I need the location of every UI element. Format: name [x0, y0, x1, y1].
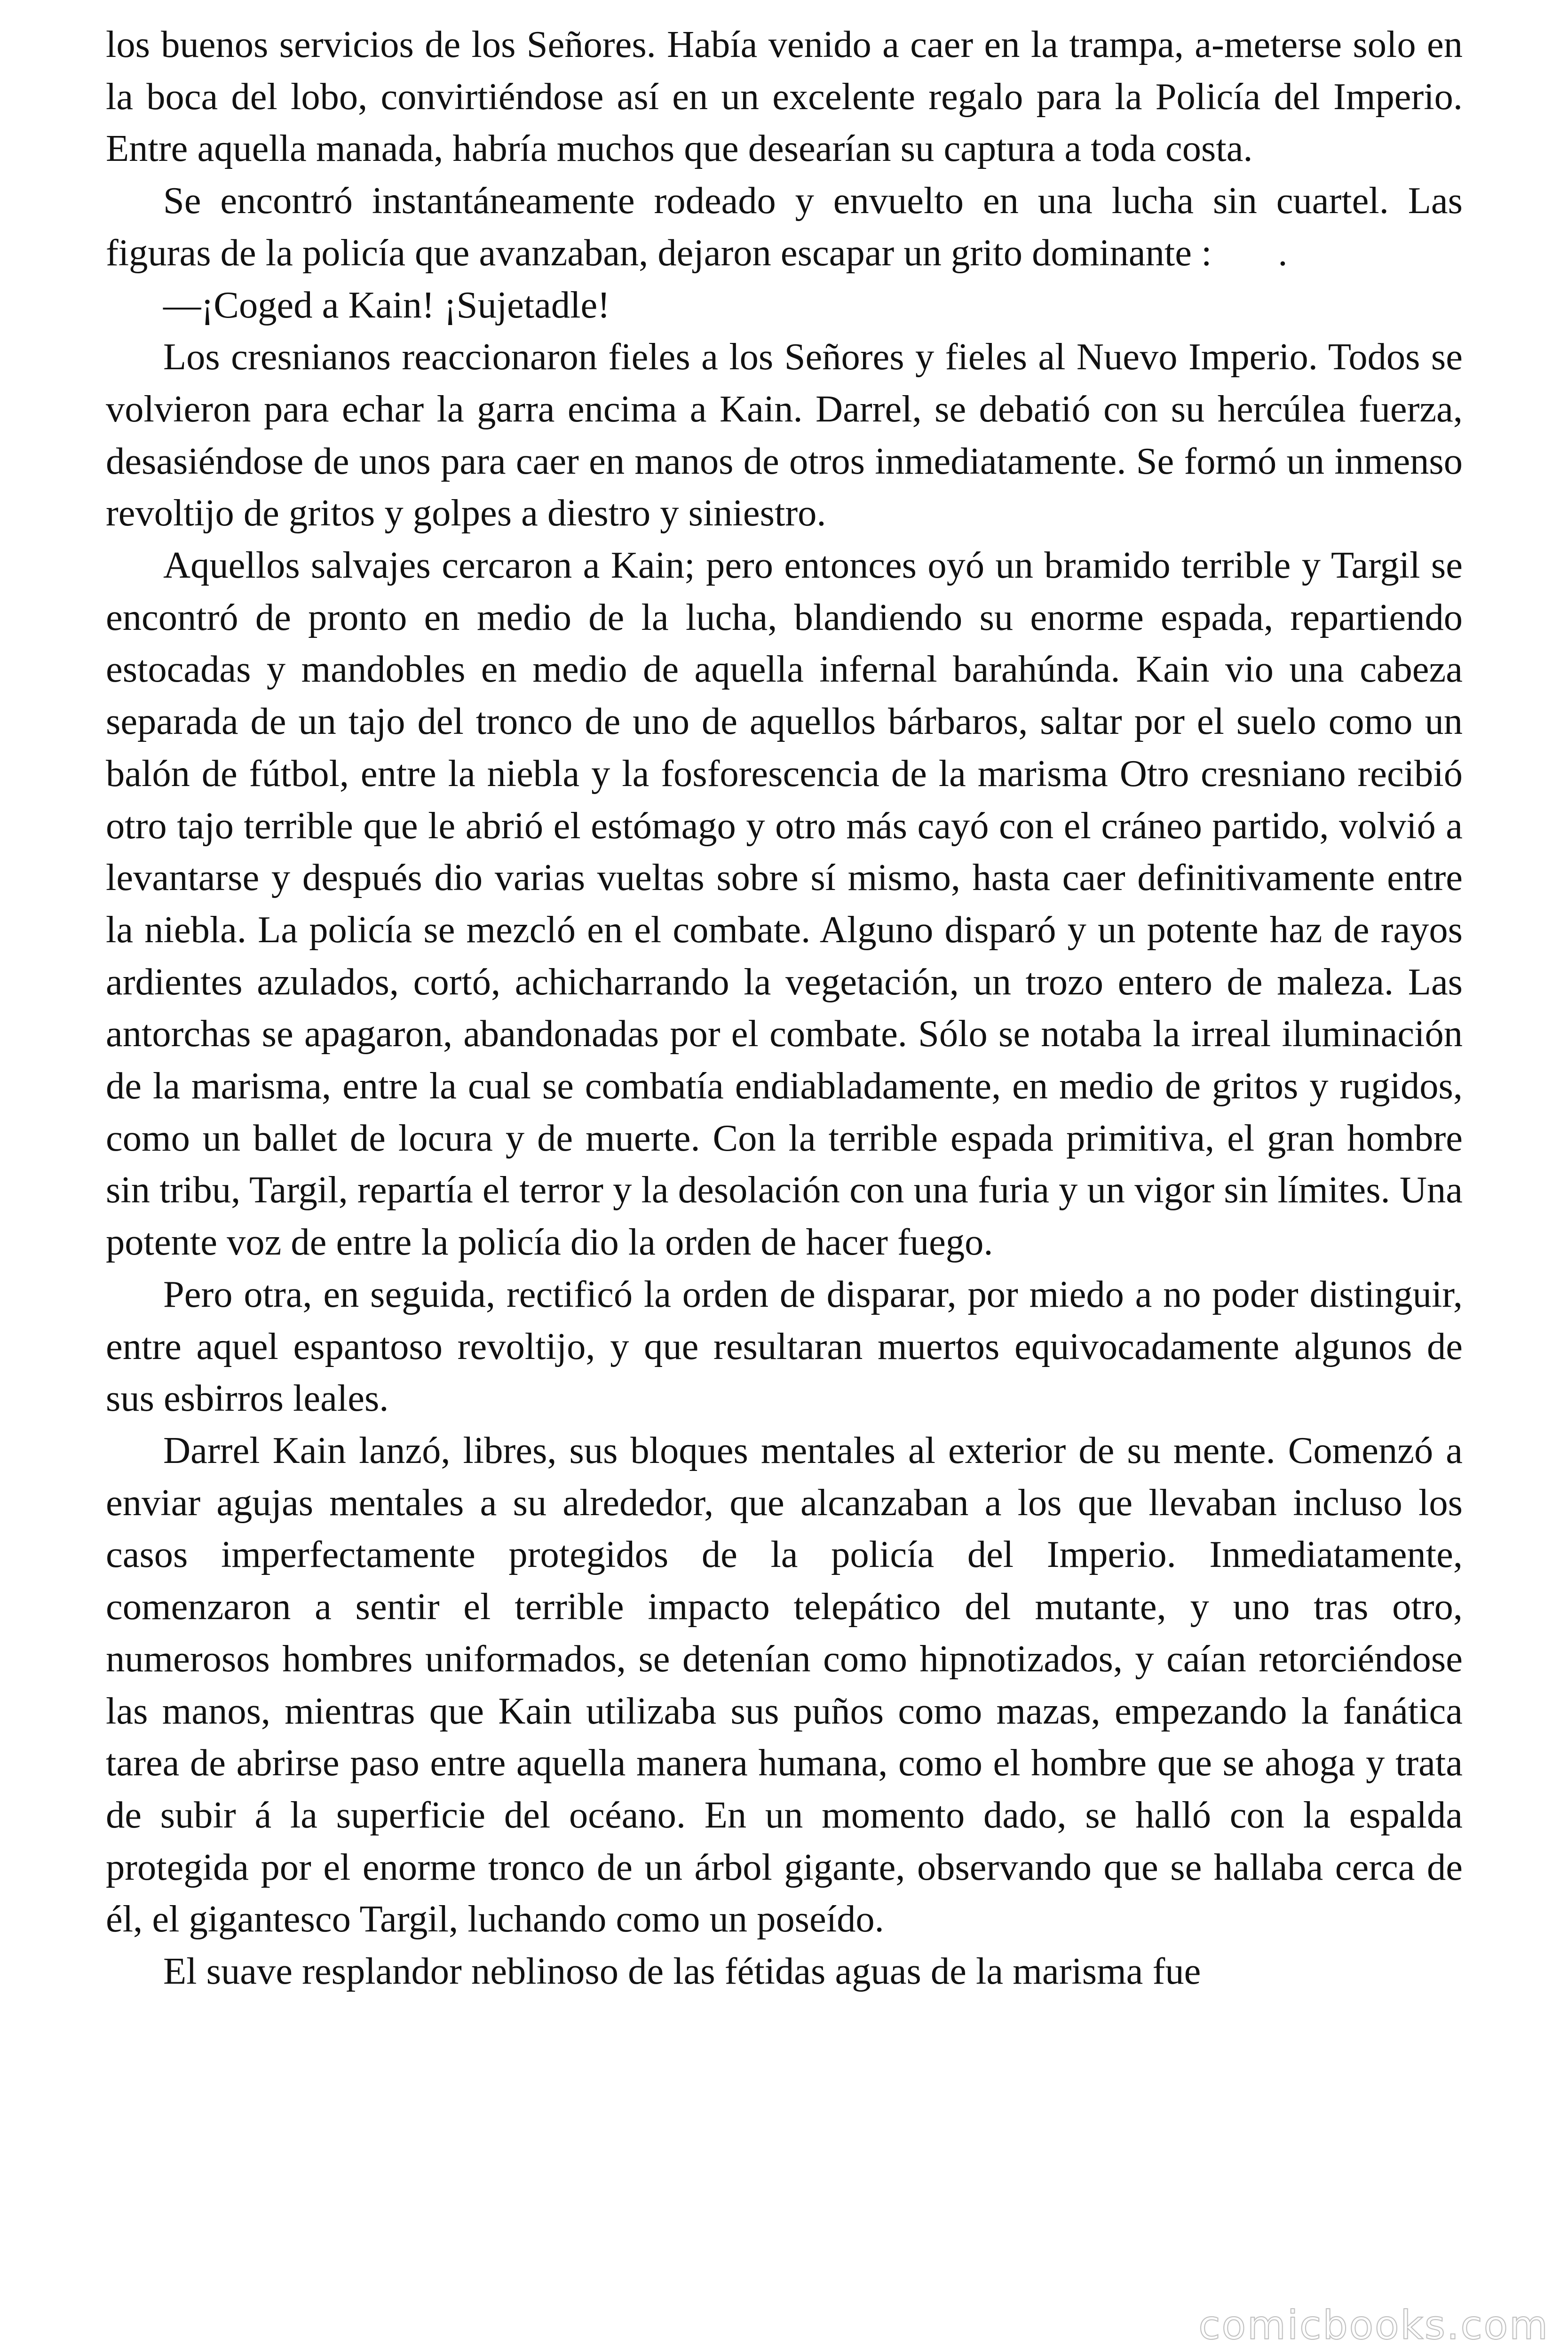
paragraph-5: Aquellos salvajes cercaron a Kain; pero entonces oyó un bramido terrible y Targil se encontró de pronto en medio de la lucha, blandiendo su enorme espada, repartiendo estocadas y mandobles en medio de aquella infernal barahúnda. Kain vio una cabeza separada de un tajo del tronco de uno de aquellos bárbaros, saltar por el suelo como un balón de fútbol, entre la niebla y la fosforescencia de la marisma Otro cresniano recibió otro tajo terrible que le abrió el estómago y otro más cayó con el cráneo partido, volvió a levantarse y después dio varias vueltas sobre sí mismo, hasta caer definitivamente entre la niebla. La policía se mezcló en el combate. Alguno disparó y un potente haz de rayos ardientes azulados, cortó, achicharrando la vegetación, un trozo entero de maleza. Las antorchas se apagaron, abandonadas por el combate. Sólo se notaba la irreal iluminación de la marisma, entre la cual se combatía endiabladamente, en medio de gritos y rugidos, como un ballet de locura y de muerte. Con la terrible espada primitiva, el gran hombre sin tribu, Targil, repartía el terror y la desolación con una furia y un vigor sin límites. Una potente voz de entre la policía dio la orden de hacer fuego. [106, 544, 1463, 1263]
watermark: comicbooks.com [1198, 2302, 1549, 2348]
paragraph-2: Se encontró instantáneamente rodeado y envuelto en una lucha sin cuartel. Las figuras de la policía que avanzaban, dejaron escapar un grito dominante : . [106, 180, 1463, 274]
paragraph-1: los buenos servicios de los Señores. Había venido a caer en la trampa, a-meterse solo en la boca del lobo, convirtiéndose así en un excelente regalo para la Policía del Imperio. Entre aquella manada, habría muchos que desearían su captura a toda costa. [106, 24, 1463, 170]
page-body [106, 19, 1463, 1998]
paragraph-7: Darrel Kain lanzó, libres, sus bloques mentales al exterior de su mente. Comenzó a enviar agujas mentales a su alrededor, que alcanzaban a los que llevaban incluso los casos imperfectamente protegidos de la policía del Imperio. Inmediatamente, comenzaron a sentir el terrible impacto telepático del mutante, y uno tras otro, numerosos hombres uniformados, se detenían como hipnotizados, y caían retorciéndose las manos, mientras que Kain utilizaba sus puños como mazas, empezando la fanática tarea de abrirse paso entre aquella manera humana, como el hombre que se ahoga y trata de subir á la superficie del océano. En un momento dado, se halló con la espalda protegida por el enorme tronco de un árbol gigante, observando que se hallaba cerca de él, el gigantesco Targil, luchando como un poseído. [106, 1429, 1463, 1940]
paragraph-4: Los cresnianos reaccionaron fieles a los Señores y fieles al Nuevo Imperio. Todos se volvieron para echar la garra encima a Kain. Darrel, se debatió con su hercúlea fuerza, desasiéndose de unos para caer en manos de otros inmediatamente. Se formó un inmenso revoltijo de gritos y golpes a diestro y siniestro. [106, 336, 1463, 534]
paragraph-3-dialogue: —¡Coged a Kain! ¡Sujetadle! [163, 284, 610, 326]
paragraph-6: Pero otra, en seguida, rectificó la orden de disparar, por miedo a no poder distinguir, entre aquel espantoso revoltijo, y que resultaran muertos equivocadamente algunos de sus esbirros leales. [106, 1273, 1463, 1420]
paragraph-8: El suave resplandor neblinoso de las fétidas aguas de la marisma fue [163, 1950, 1201, 1993]
